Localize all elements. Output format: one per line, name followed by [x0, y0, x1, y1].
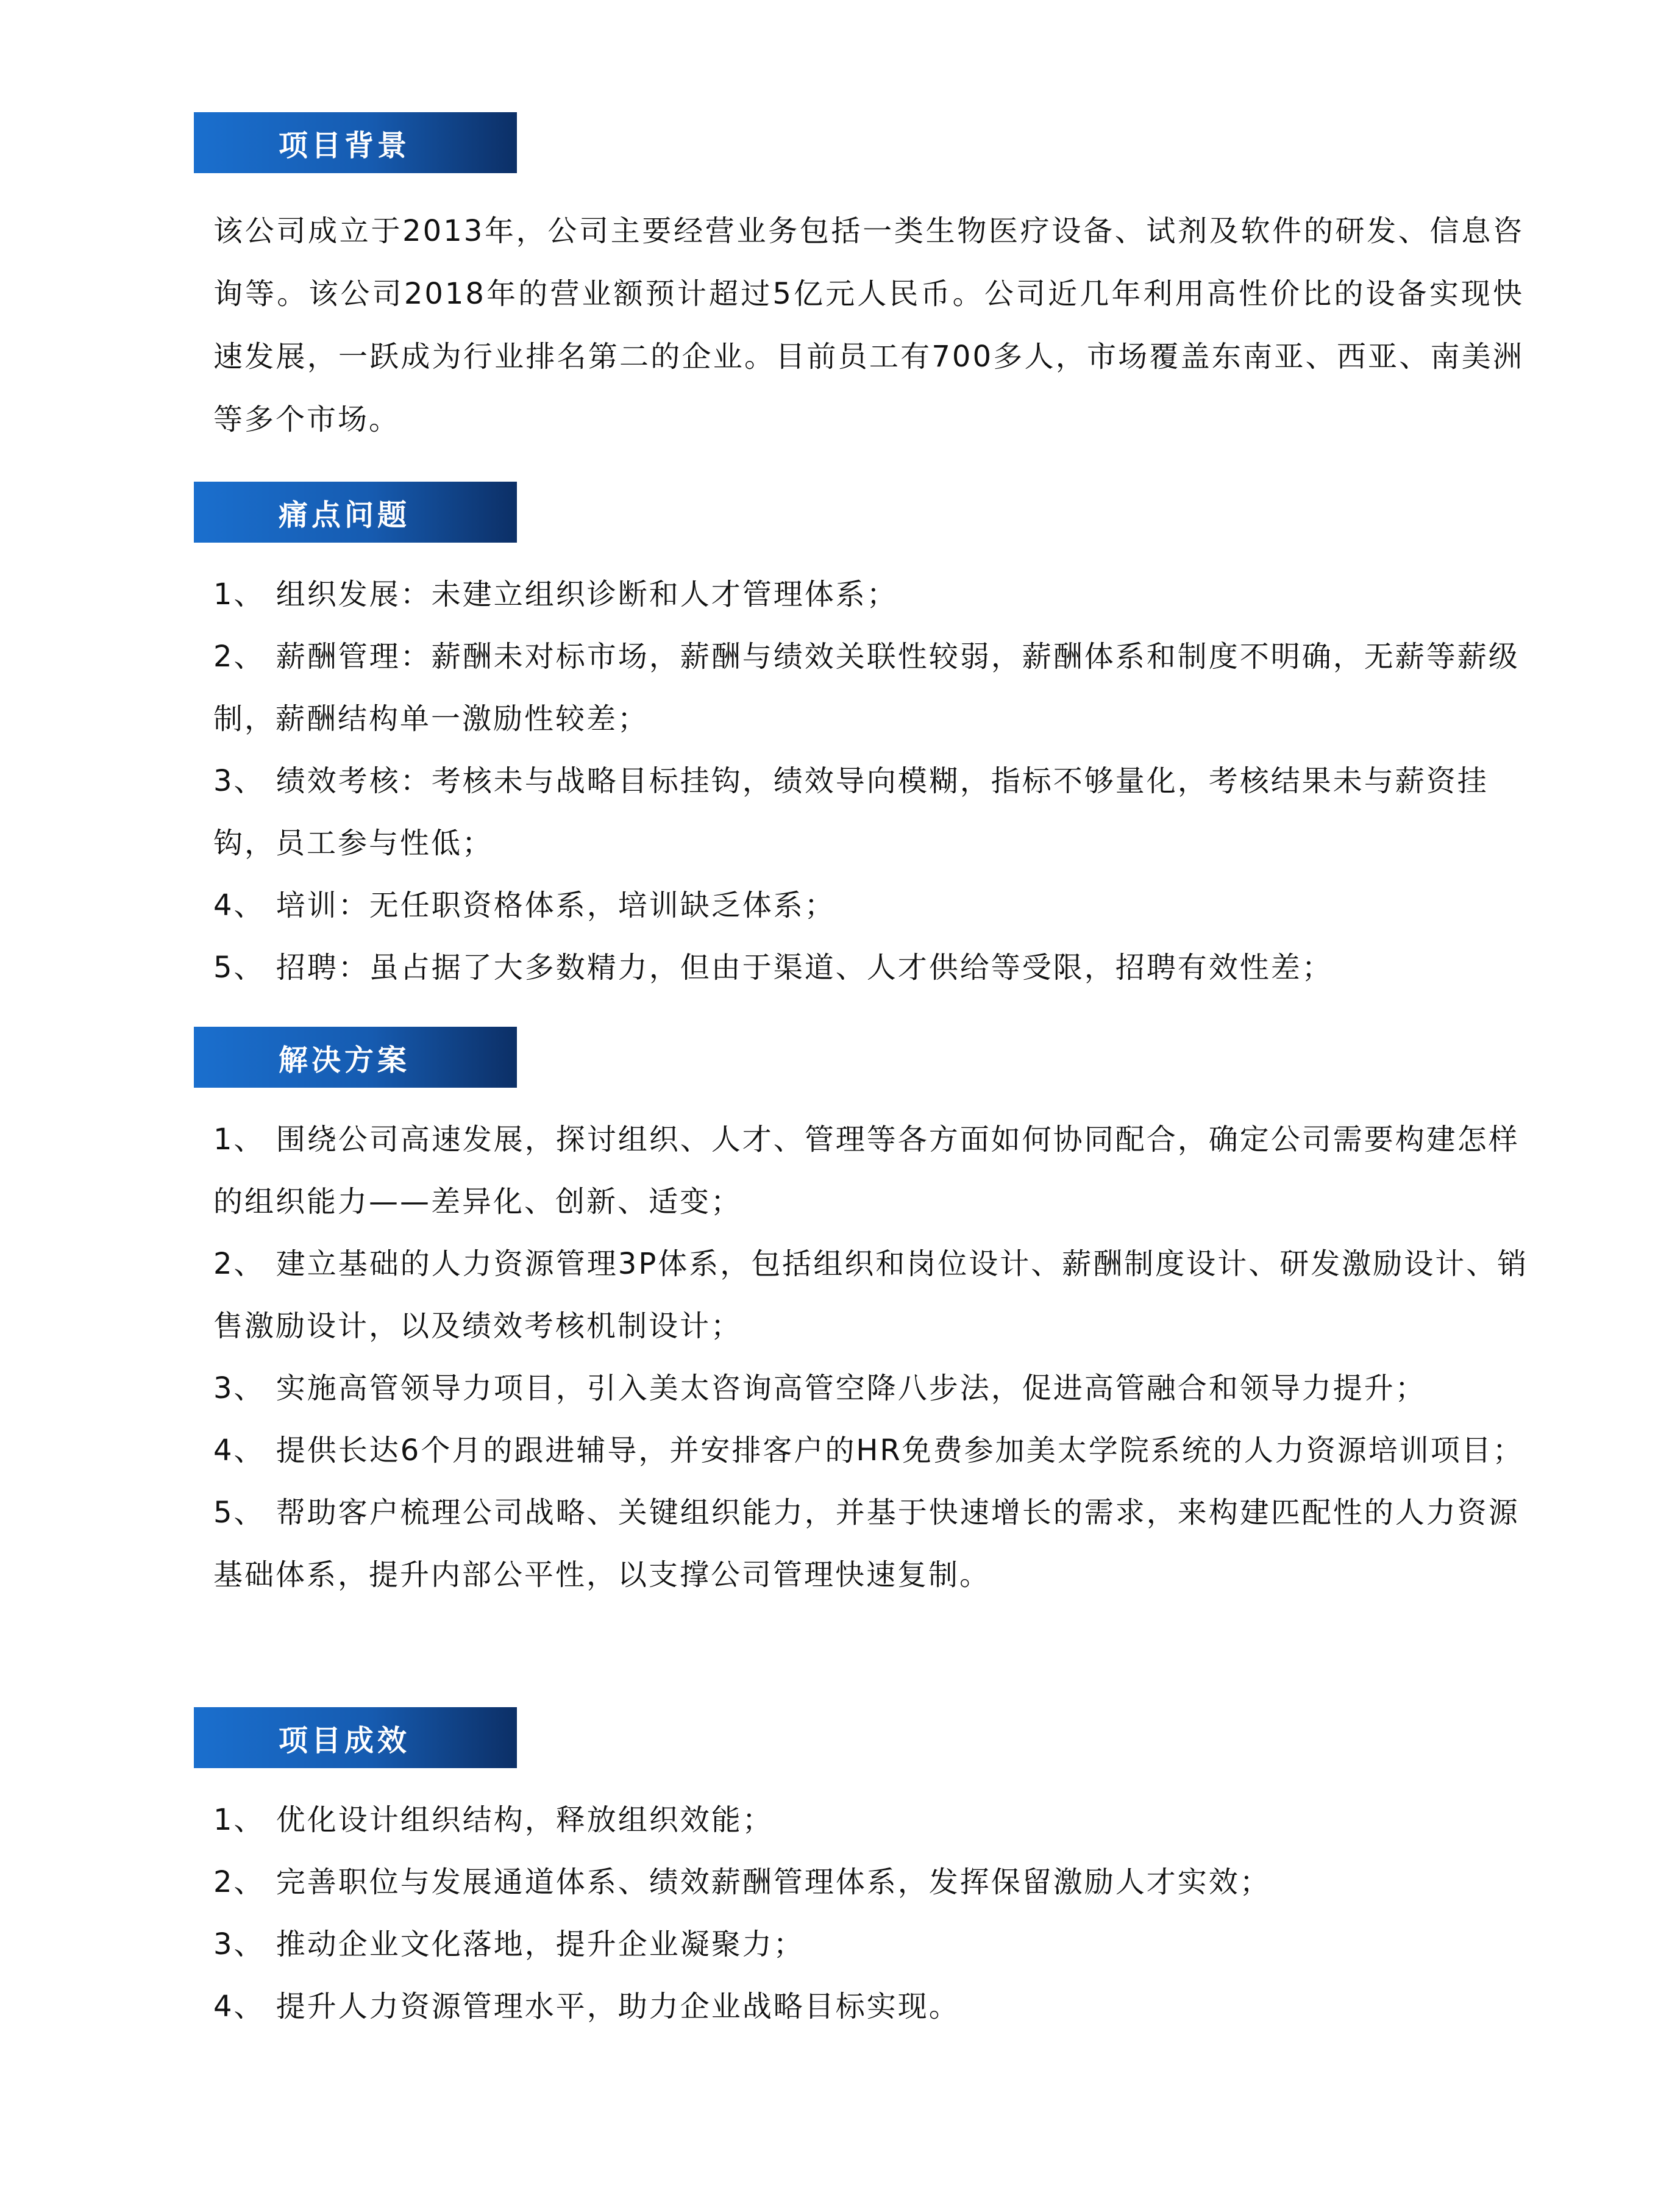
list-item: 1、 组织发展：未建立组织诊断和人才管理体系；: [213, 577, 898, 612]
list-item: 2、 完善职位与发展通道体系、绩效薪酬管理体系，发挥保留激励人才实效；: [213, 1865, 1271, 1899]
list-item: 4、 提供长达6个月的跟进辅导，并安排客户的HR免费参加美太学院系统的人力资源培训项目；: [213, 1433, 1524, 1468]
section-header: [194, 1707, 517, 1768]
list-item: 5、 帮助客户梳理公司战略、关键组织能力，并基于快速增长的需求，来构建匹配性的人力资源基础体系，提升内部公平性，以支撑公司管理快速复制。: [213, 1496, 1520, 1592]
section-title: 解决方案: [278, 1043, 410, 1077]
list-item: 2、 建立基础的人力资源管理3P体系，包括组织和岗位设计、薪酬制度设计、研发激励设计、销售激励设计，以及绩效考核机制设计；: [213, 1247, 1529, 1343]
section-title: 项目成效: [278, 1723, 410, 1758]
section-title: 痛点问题: [278, 498, 410, 532]
section-project-background: [194, 112, 1523, 451]
section-title: 项目背景: [278, 128, 410, 163]
list-item: 5、 招聘：虽占据了大多数精力，但由于渠道、人才供给等受限，招聘有效性差；: [213, 951, 1333, 985]
pain-points-list: [213, 563, 1530, 999]
list-item: 4、 提升人力资源管理水平，助力企业战略目标实现。: [213, 1989, 960, 2024]
solution-list: [213, 1108, 1530, 1606]
section-header: [194, 112, 517, 173]
list-item: 1、 优化设计组织结构，释放组织效能；: [213, 1803, 774, 1837]
section-header: [194, 1027, 517, 1088]
list-item: 4、 培训：无任职资格体系，培训缺乏体系；: [213, 888, 836, 922]
section-solution: [194, 1027, 1529, 1635]
list-item: 3、 推动企业文化落地，提升企业凝聚力；: [213, 1927, 805, 1961]
section-pain-points: [194, 482, 1523, 1028]
section-header: [194, 482, 517, 543]
results-list: [213, 1789, 1530, 2038]
list-item: 1、 围绕公司高速发展，探讨组织、人才、管理等各方面如何协同配合，确定公司需要构建怎样的组织能力——差异化、创新、适变；: [213, 1122, 1520, 1219]
list-item: 3、 实施高管领导力项目，引入美太咨询高管空降八步法，促进高管融合和领导力提升；: [213, 1371, 1426, 1405]
list-item: 3、 绩效考核：考核未与战略目标挂钩，绩效导向模糊，指标不够量化，考核结果未与薪资挂钩，员工参与性低；: [213, 764, 1489, 860]
list-item: 2、 薪酬管理：薪酬未对标市场，薪酬与绩效关联性较弱，薪酬体系和制度不明确，无薪等薪级制，薪酬结构单一激励性较差；: [213, 640, 1520, 736]
background-paragraph: 该公司成立于2013年，公司主要经营业务包括一类生物医疗设备、试剂及软件的研发、信息咨询等。该公司2018年的营业额预计超过5亿元人民币。公司近几年利用高性价比的设备实现快速发展，一跃成为行业排名第二的企业。目前员工有700多人，市场覆盖东南亚、西亚、南美洲等多个市场。: [213, 214, 1524, 437]
section-project-results: [194, 1707, 1523, 2067]
